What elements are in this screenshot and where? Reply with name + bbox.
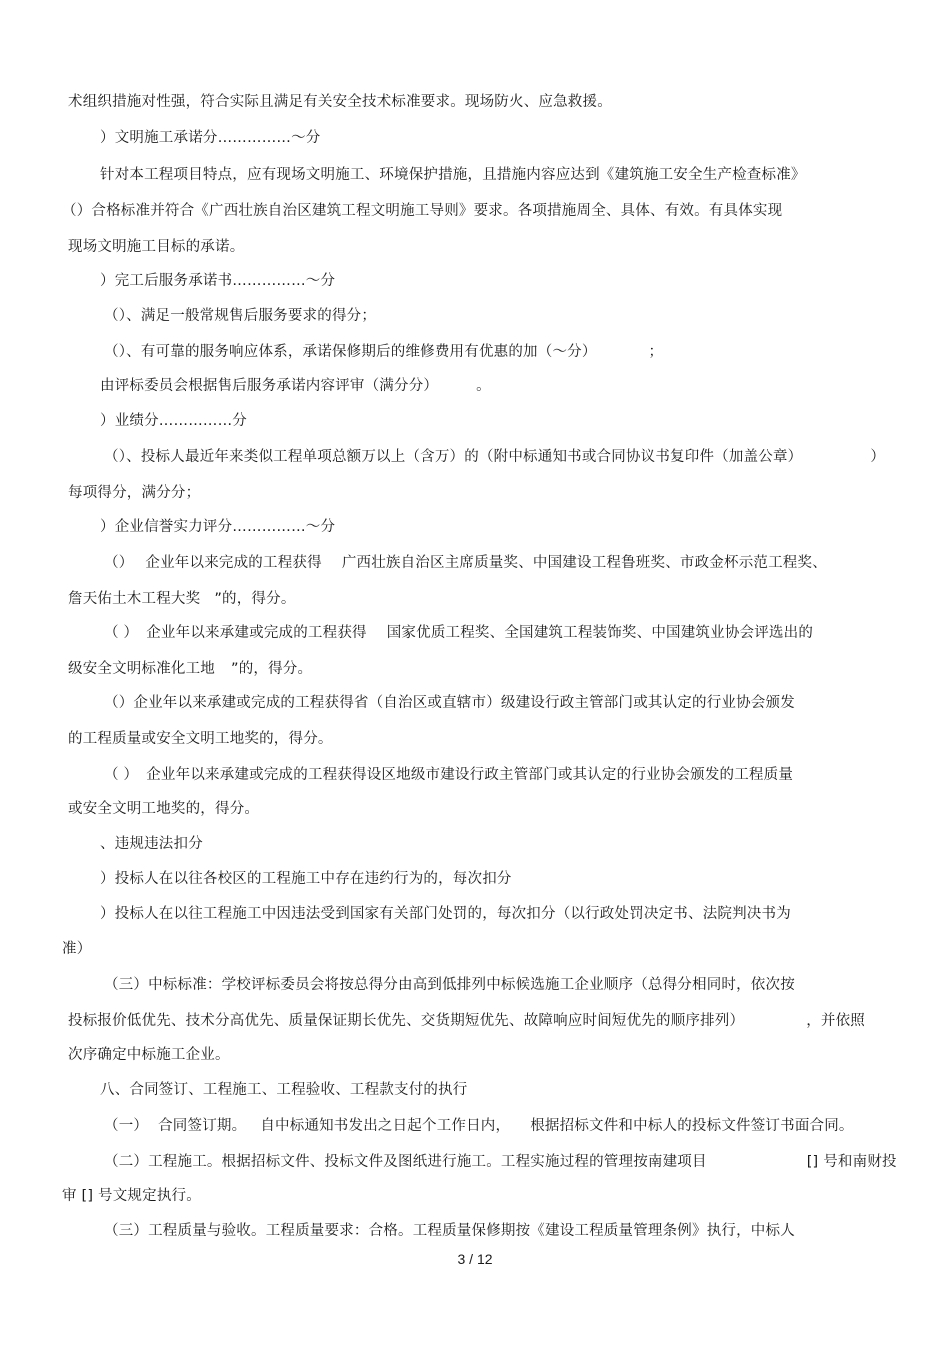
body-line: 级安全文明标准化工地 ”的，得分。 [68, 661, 313, 677]
body-line: 投标报价低优先、技术分高优先、质量保证期长优先、交货期短优先、故障响应时间短优先的顺序排列） ，并依照 [68, 1013, 866, 1029]
body-line: （二）工程施工。根据招标文件、投标文件及图纸进行施工。工程实施过程的管理按南建项目 [] 号和南财投 [104, 1154, 897, 1170]
body-line: ）投标人在以往工程施工中因违法受到国家有关部门处罚的，每次扣分（以行政处罚决定书、法院判决书为 [100, 906, 791, 922]
body-line: （三）中标标准：学校评标委员会将按总得分由高到低排列中标候选施工企业顺序（总得分相同时，依次按 [104, 977, 795, 993]
body-line: （）、有可靠的服务响应体系，承诺保修期后的维修费用有优惠的加（～分） ； [104, 344, 664, 360]
body-line: （）合格标准并符合《广西壮族自治区建筑工程文明施工导则》要求。各项措施周全、具体、有效。有具体实现 [62, 203, 783, 219]
body-line: 由评标委员会根据售后服务承诺内容评审（满分分） 。 [100, 378, 491, 394]
section-heading: 、违规违法扣分 [100, 836, 203, 852]
page-number: 3 / 12 [457, 1251, 493, 1267]
body-line: 审 [] 号文规定执行。 [62, 1188, 201, 1204]
body-line: （ ） 企业年以来承建或完成的工程获得设区地级市建设行政主管部门或其认定的行业协会颁发的工程质量 [104, 767, 794, 783]
body-line: 针对本工程项目特点，应有现场文明施工、环境保护措施，且措施内容应达到《建筑施工安全生产检查标准》 [100, 167, 806, 183]
body-line: （一） 合同签订期。 自中标通知书发出之日起个工作日内， 根据招标文件和中标人的投标文件签订书面合同。 [104, 1118, 854, 1134]
body-line: 每项得分，满分分； [68, 485, 201, 501]
body-line: 詹天佑土木工程大奖 ”的，得分。 [68, 591, 296, 607]
section-heading: ）完工后服务承诺书……………～分 [100, 273, 336, 289]
body-line: 现场文明施工目标的承诺。 [68, 239, 245, 255]
section-heading: ）企业信誉实力评分……………～分 [100, 519, 336, 535]
section-heading: ）业绩分……………分 [100, 413, 247, 429]
section-heading: 八、合同签订、工程施工、工程验收、工程款支付的执行 [100, 1082, 468, 1098]
body-line: 准） [62, 941, 92, 957]
body-line: （）、满足一般常规售后服务要求的得分； [104, 308, 377, 324]
body-line: 术组织措施对性强，符合实际且满足有关安全技术标准要求。现场防火、应急救援。 [68, 94, 612, 110]
body-line: （ ） 企业年以来承建或完成的工程获得 国家优质工程奖、全国建筑工程装饰奖、中国建筑业协会评选出的 [104, 625, 814, 641]
body-line: （）企业年以来承建或完成的工程获得省（自治区或直辖市）级建设行政主管部门或其认定的行业协会颁发 [104, 695, 795, 711]
body-line: 的工程质量或安全文明工地奖的，得分。 [68, 731, 333, 747]
section-heading: ）文明施工承诺分……………～分 [100, 130, 321, 146]
body-line: ）投标人在以往各校区的工程施工中存在违约行为的，每次扣分 [100, 871, 512, 887]
body-line: 次序确定中标施工企业。 [68, 1047, 230, 1063]
body-line: （） 企业年以来完成的工程获得 广西壮族自治区主席质量奖、中国建设工程鲁班奖、市政金杯示范工程奖、 [104, 555, 827, 571]
body-line: （三）工程质量与验收。工程质量要求：合格。工程质量保修期按《建设工程质量管理条例》执行，中标人 [104, 1223, 795, 1239]
body-line: 或安全文明工地奖的，得分。 [68, 801, 260, 817]
body-line: （）、投标人最近年来类似工程单项总额万以上（含万）的（附中标通知书或合同协议书复印件（加盖公章） ） [104, 449, 886, 465]
